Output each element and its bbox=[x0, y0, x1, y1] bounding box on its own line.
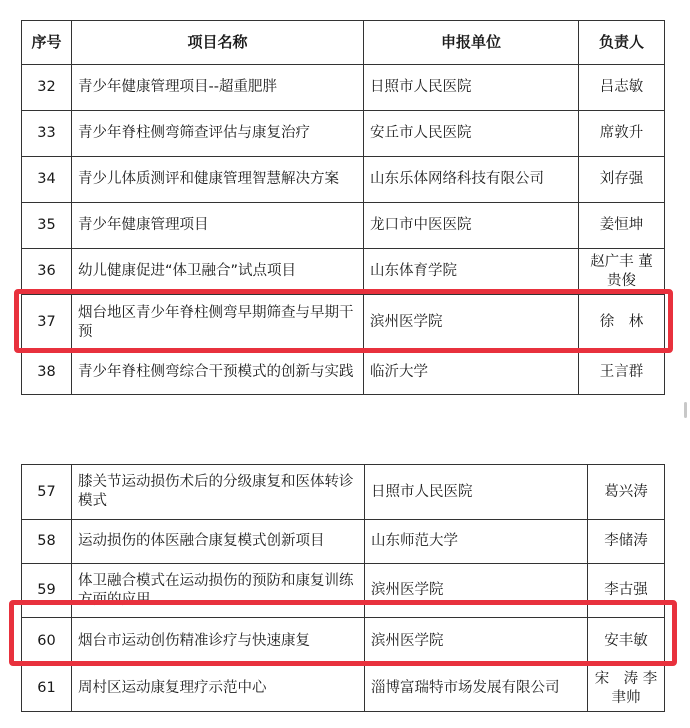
cell-no: 38 bbox=[22, 351, 72, 395]
cell-no: 36 bbox=[22, 249, 72, 295]
cell-applicant-unit: 滨州医学院 bbox=[365, 564, 588, 618]
cell-person: 宋 涛 李聿帅 bbox=[588, 666, 665, 712]
cell-applicant-unit: 滨州医学院 bbox=[364, 295, 579, 351]
cell-no: 58 bbox=[22, 520, 72, 564]
cell-project-name: 幼儿健康促进“体卫融合”试点项目 bbox=[72, 249, 364, 295]
cell-no: 61 bbox=[22, 666, 72, 712]
cell-person: 赵广丰 董贵俊 bbox=[579, 249, 665, 295]
cell-person: 王言群 bbox=[579, 351, 665, 395]
table-row bbox=[22, 249, 665, 295]
cell-no: 32 bbox=[22, 65, 72, 111]
cell-person: 葛兴涛 bbox=[588, 465, 665, 520]
cell-person: 姜恒坤 bbox=[579, 203, 665, 249]
cell-person: 席敦升 bbox=[579, 111, 665, 157]
cell-project-name: 烟台地区青少年脊柱侧弯早期筛查与早期干预 bbox=[72, 295, 364, 351]
cell-project-name: 青少儿体质测评和健康管理智慧解决方案 bbox=[72, 157, 364, 203]
cell-applicant-unit: 山东体育学院 bbox=[364, 249, 579, 295]
cell-no: 33 bbox=[22, 111, 72, 157]
table-row bbox=[22, 564, 665, 618]
table-row bbox=[22, 295, 665, 351]
header-no: 序号 bbox=[22, 21, 72, 65]
cell-applicant-unit: 山东师范大学 bbox=[365, 520, 588, 564]
cell-applicant-unit: 临沂大学 bbox=[364, 351, 579, 395]
table-row bbox=[22, 618, 665, 666]
cell-applicant-unit: 日照市人民医院 bbox=[365, 465, 588, 520]
cell-project-name: 运动损伤的体医融合康复模式创新项目 bbox=[72, 520, 365, 564]
table-row bbox=[22, 520, 665, 564]
cell-person: 吕志敏 bbox=[579, 65, 665, 111]
cell-applicant-unit: 山东乐体网络科技有限公司 bbox=[364, 157, 579, 203]
header-person-in-charge: 负责人 bbox=[579, 21, 665, 65]
scroll-indicator bbox=[684, 402, 687, 418]
cell-person: 刘存强 bbox=[579, 157, 665, 203]
project-table-bottom bbox=[21, 464, 665, 712]
cell-project-name: 膝关节运动损伤术后的分级康复和医体转诊模式 bbox=[72, 465, 365, 520]
cell-person: 徐 林 bbox=[579, 295, 665, 351]
cell-project-name: 周村区运动康复理疗示范中心 bbox=[72, 666, 365, 712]
cell-project-name: 烟台市运动创伤精准诊疗与快速康复 bbox=[72, 618, 365, 666]
cell-no: 34 bbox=[22, 157, 72, 203]
table-header-row bbox=[22, 21, 665, 65]
table-row bbox=[22, 465, 665, 520]
cell-person: 安丰敏 bbox=[588, 618, 665, 666]
header-project-name: 项目名称 bbox=[72, 21, 364, 65]
cell-applicant-unit: 安丘市人民医院 bbox=[364, 111, 579, 157]
table-row bbox=[22, 351, 665, 395]
cell-applicant-unit: 日照市人民医院 bbox=[364, 65, 579, 111]
table-row bbox=[22, 666, 665, 712]
cell-applicant-unit: 龙口市中医医院 bbox=[364, 203, 579, 249]
cell-project-name: 青少年脊柱侧弯综合干预模式的创新与实践 bbox=[72, 351, 364, 395]
table-row bbox=[22, 157, 665, 203]
cell-no: 37 bbox=[22, 295, 72, 351]
cell-no: 60 bbox=[22, 618, 72, 666]
table-row bbox=[22, 111, 665, 157]
cell-no: 59 bbox=[22, 564, 72, 618]
cell-project-name: 青少年健康管理项目--超重肥胖 bbox=[72, 65, 364, 111]
cell-project-name: 青少年健康管理项目 bbox=[72, 203, 364, 249]
cell-project-name: 青少年脊柱侧弯筛查评估与康复治疗 bbox=[72, 111, 364, 157]
header-applicant-unit: 申报单位 bbox=[364, 21, 579, 65]
cell-applicant-unit: 淄博富瑞特市场发展有限公司 bbox=[365, 666, 588, 712]
project-table-top bbox=[21, 20, 665, 395]
cell-applicant-unit: 滨州医学院 bbox=[365, 618, 588, 666]
table-row bbox=[22, 203, 665, 249]
cell-project-name: 体卫融合模式在运动损伤的预防和康复训练方面的应用 bbox=[72, 564, 365, 618]
cell-person: 李古强 bbox=[588, 564, 665, 618]
cell-no: 35 bbox=[22, 203, 72, 249]
cell-no: 57 bbox=[22, 465, 72, 520]
table-row bbox=[22, 65, 665, 111]
cell-person: 李储涛 bbox=[588, 520, 665, 564]
